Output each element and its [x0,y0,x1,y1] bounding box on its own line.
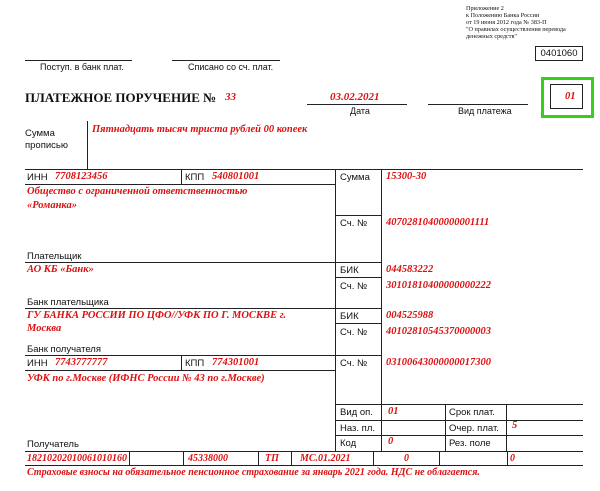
column-line [291,451,292,465]
column-line [183,451,184,465]
column-line [506,404,507,451]
column-line [381,169,382,451]
row-line [25,370,335,371]
payment-type-line [428,104,528,105]
payer-account-label: Сч. № [340,218,368,229]
payment-purpose: Страховые взносы на обязательное пенсионное страхование за январь 2021 года. НДС не облагается. [27,467,480,478]
sum-words-value: Пятнадцать тысяч триста рублей 00 копеек [92,124,308,135]
payee-account-label: Сч. № [340,358,368,369]
reserve-label: Рез. поле [449,438,491,449]
column-line [507,451,508,465]
payer-name-line1: Общество с ограниченной ответственностью [27,186,248,197]
status-code: 01 [565,91,576,102]
order-value: 5 [512,420,518,431]
column-line [335,169,336,451]
column-line [258,451,259,465]
divider [87,121,88,169]
appendix-line: к Положению Банка России [466,12,540,19]
appendix-line: денежных средств" [466,33,517,40]
column-line [129,451,130,465]
payer-bank-account-label: Сч. № [340,281,368,292]
column-line [181,355,182,370]
payee-name: УФК по г.Москве (ИФНС России № 43 по г.Москве) [27,373,265,384]
row-line [25,355,381,356]
column-line [445,404,446,451]
payee-inn: 7743777777 [55,357,108,368]
row-line [335,420,583,421]
payer-bank-label: Банк плательщика [27,297,109,308]
tax-period: МС.01.2021 [300,453,351,464]
payer-inn: 7708123456 [55,171,108,182]
tax-doc-number: 0 [404,453,409,464]
appendix-note [466,5,566,40]
row-line [25,451,583,452]
date-label: Дата [350,106,370,116]
payer-inn-label: ИНН [27,172,48,183]
tax-oktmo: 45338000 [188,453,228,464]
document-title: ПЛАТЕЖНОЕ ПОРУЧЕНИЕ № [25,90,217,105]
payee-account: 03100643000000017300 [386,357,491,368]
payer-kpp: 540801001 [212,171,260,182]
purpose-code-label: Наз. пл. [340,423,375,434]
appendix-line: Приложение 2 [466,5,504,12]
tax-basis: ТП [265,453,279,464]
received-label: Поступ. в банк плат. [40,62,124,72]
payee-bank-name-line2: Москва [27,323,62,334]
payee-bank-name-line1: ГУ БАНКА РОССИИ ПО ЦФО//УФК ПО Г. МОСКВЕ г. [27,310,287,321]
row-line [335,277,381,278]
payer-label: Плательщик [27,251,82,262]
order-label: Очер. плат. [449,423,499,434]
payer-bank-account: 30101810400000000222 [386,280,491,291]
appendix-line: от 19 июня 2012 года № 383-П [466,19,547,26]
payer-name-line2: «Романка» [27,200,77,211]
tax-doc-date: 0 [510,453,515,464]
column-line [439,451,440,465]
code-value: 0 [388,436,394,447]
row-line [25,262,381,263]
received-line [25,60,132,61]
term-label: Срок плат. [449,407,495,418]
code-label: Код [340,438,357,449]
payer-bank-bik-label: БИК [340,265,359,276]
op-type-label: Вид оп. [340,407,373,418]
row-line [335,215,381,216]
row-line [25,465,583,466]
payee-kpp: 774301001 [212,357,260,368]
column-line [181,169,182,184]
column-line [373,451,374,465]
document-number: 33 [225,91,236,103]
sum-words-label: прописью [25,140,68,151]
payee-kpp-label: КПП [185,358,205,369]
payer-sum-label: Сумма [340,172,370,183]
payee-bank-bik: 004525988 [386,310,434,321]
payee-bank-account-label: Сч. № [340,327,368,338]
payer-account: 40702810400000001111 [386,217,490,228]
debited-label: Списано со сч. плат. [188,62,274,72]
payer-kpp-label: КПП [185,172,205,183]
row-line [335,435,583,436]
row-line [25,184,335,185]
payee-inn-label: ИНН [27,358,48,369]
row-line [25,169,583,170]
debited-line [172,60,280,61]
document-date: 03.02.2021 [330,91,380,103]
payee-bank-label: Банк получателя [27,344,101,355]
payer-bank-name: АО КБ «Банк» [27,264,94,275]
appendix-line: "О правилах осуществления перевода [466,26,566,33]
tax-kbk: 18210202010061010160 [27,453,127,464]
payment-type-label: Вид платежа [458,106,512,116]
payer-sum: 15300-30 [386,171,427,182]
date-line [307,104,407,105]
payee-bank-account: 40102810545370000003 [386,326,491,337]
row-line [335,323,381,324]
row-line [25,308,381,309]
op-type: 01 [388,406,399,417]
payee-label: Получатель [27,439,79,450]
payee-bank-bik-label: БИК [340,311,359,322]
sum-words-label: Сумма [25,128,55,139]
row-line [335,404,583,405]
payer-bank-bik: 044583222 [386,264,434,275]
form-code: 0401060 [535,46,583,61]
